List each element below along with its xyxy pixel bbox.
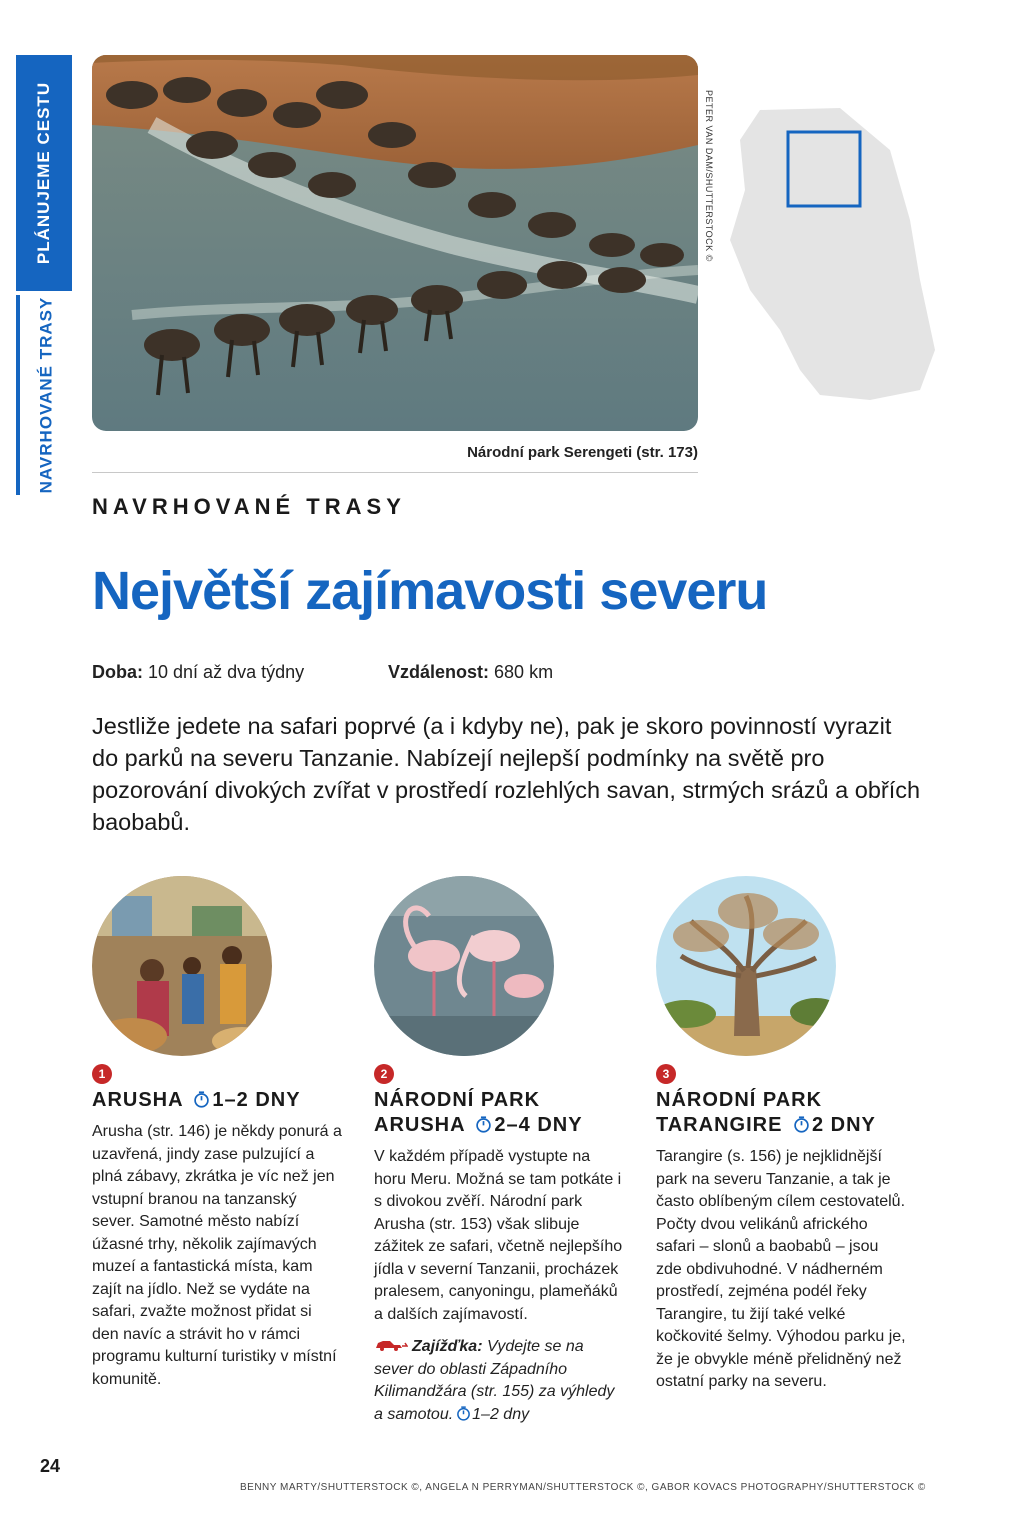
hero-caption: Národní park Serengeti (str. 173) bbox=[467, 444, 698, 461]
arusha-market-photo bbox=[92, 876, 272, 1056]
stop-tarangire bbox=[656, 876, 906, 1394]
stop-number-badge: 1 bbox=[92, 1064, 112, 1084]
hero-photo-credit: PETER VAN DAM/SHUTTERSTOCK © bbox=[704, 90, 714, 262]
detour-note bbox=[374, 1336, 624, 1426]
stop-title: NÁRODNÍ PARK TARANGIRE 2 DNY bbox=[656, 1089, 876, 1136]
stop-duration: 2–4 DNY bbox=[494, 1114, 583, 1136]
detour-text: Vydejte se na sever do oblasti Západního Kilimandžára (str. 155) za výhledy a samotou. bbox=[374, 1338, 615, 1423]
timer-icon bbox=[193, 1091, 210, 1108]
stop-arusha bbox=[92, 876, 342, 1391]
stop-duration: 2 DNY bbox=[811, 1114, 876, 1136]
stop-number-badge: 2 bbox=[374, 1064, 394, 1084]
detour-duration: 1–2 dny bbox=[472, 1405, 530, 1423]
side-tab-planning-label: PLÁNUJEME CESTU bbox=[34, 81, 53, 265]
duration-label: Doba: bbox=[92, 662, 143, 682]
stop-number-badge: 3 bbox=[656, 1064, 676, 1084]
stop-title: NÁRODNÍ PARK ARUSHA 2–4 DNY bbox=[374, 1089, 583, 1136]
footer-photo-credits: BENNY MARTY/SHUTTERSTOCK ©, ANGELA N PERRYMAN/SHUTTERSTOCK ©, GABOR KOVACS PHOTOGRAPHY/SHUTTERSTOCK © bbox=[240, 1482, 926, 1493]
divider bbox=[92, 472, 698, 473]
timer-icon bbox=[793, 1116, 810, 1133]
hero-photo bbox=[92, 55, 698, 431]
side-tab-routes-label: NAVRHOVANÉ TRASY bbox=[36, 296, 55, 494]
side-tab-planning bbox=[16, 55, 72, 291]
distance-value: 680 km bbox=[494, 662, 554, 682]
stop-arusha-national-park bbox=[374, 876, 624, 1426]
timer-icon bbox=[456, 1406, 471, 1421]
stop-description: Arusha (str. 146) je někdy ponurá a uzavřená, jindy zase pulzující a plná zábavy, zkrátka je víc než jen vstupní branou na tanzanský sever. Samotné město nabízí úžasné trhy, několik zajímavých muzeí a fantastická místa, kam zajít na jídlo. Než se vydáte na safari, zvažte možnost přidat si den navíc a strávit ho v rámci programu kulturní turistiky v místní komunitě. bbox=[92, 1123, 342, 1388]
timer-icon bbox=[475, 1116, 492, 1133]
stop-description: Tarangire (s. 156) je nejklidnější park na severu Tanzanie, a tak je často oblíbeným cílem cestovatelů. Počty dvou velikánů afrického safari – slonů a baobabů – jsou zde obdivuhodné. V nádherném prostředí, zejména podél řeky Tarangire, tu žijí také velké kočkovité šelmy. Výhodou parku je, že je obvykle méně přelidněný než ostatní parky na severu. bbox=[656, 1148, 906, 1390]
flamingos-photo bbox=[374, 876, 554, 1056]
section-label: NAVRHOVANÉ TRASY bbox=[92, 494, 406, 519]
car-icon bbox=[374, 1337, 408, 1351]
stop-duration: 1–2 DNY bbox=[212, 1089, 301, 1111]
side-tab-routes bbox=[16, 295, 72, 495]
tanzania-shape bbox=[730, 108, 935, 400]
locator-map bbox=[720, 80, 950, 420]
intro-paragraph: Jestliže jedete na safari poprvé (a i kdyby ne), pak je skoro povinností vyrazit do parků na severu Tanzanie. Nabízejí nejlepší podmínky na světě pro pozorování divokých zvířat v prostředí rozlehlých savan, strmých srázů a obřích baobabů. bbox=[92, 713, 921, 835]
duration-value: 10 dní až dva týdny bbox=[148, 662, 305, 682]
distance-label: Vzdálenost: bbox=[388, 662, 490, 682]
stop-description: V každém případě vystupte na horu Meru. Možná se tam potkáte i s divokou zvěří. Národní park Arusha (str. 153) však slibuje zážitek ze safari, včetně nejlepšího jídla v severní Tanzanii, procházek pralesem, canyoningu, plameňáků a dalších zajímavostí. bbox=[374, 1148, 623, 1323]
page-title: Největší zajímavosti severu bbox=[92, 561, 768, 621]
stop-title: ARUSHA 1–2 DNY bbox=[92, 1089, 301, 1111]
page-number: 24 bbox=[40, 1456, 61, 1476]
route-meta bbox=[92, 662, 554, 683]
baobab-photo bbox=[656, 876, 836, 1056]
detour-label: Zajížďka: bbox=[412, 1338, 483, 1355]
